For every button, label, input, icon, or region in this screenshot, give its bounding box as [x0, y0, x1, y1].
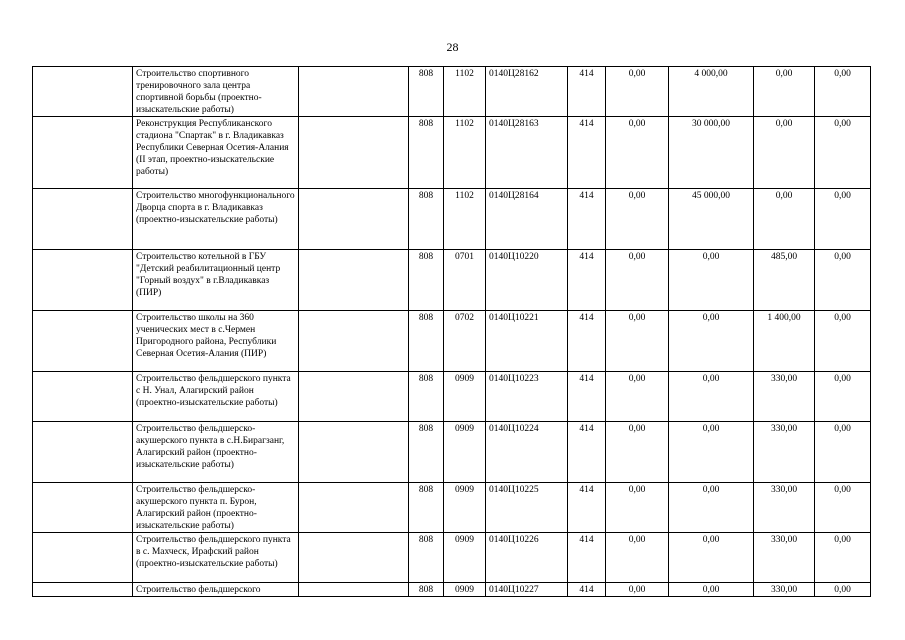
- table-row: [33, 311, 871, 372]
- amount-cell: 0,00: [669, 372, 754, 422]
- amount-cell: 0,00: [606, 533, 669, 583]
- amount-cell: 0,00: [606, 117, 669, 189]
- target-article-cell: 0140Ц10223: [486, 372, 568, 422]
- table-row: [33, 372, 871, 422]
- table-row: [33, 483, 871, 533]
- object-name-cell: Строительство фельдшерского пункта в с. Махческ, Ирафский район (проектно-изыскательские работы): [133, 533, 299, 583]
- empty-cell: [33, 372, 133, 422]
- amount-cell: 0,00: [669, 311, 754, 372]
- expense-type-cell: 414: [568, 250, 606, 311]
- amount-cell: 0,00: [669, 533, 754, 583]
- empty-cell: [33, 583, 133, 597]
- table-row: [33, 67, 871, 117]
- amount-cell: 330,00: [754, 422, 815, 483]
- table-row: [33, 250, 871, 311]
- amount-cell: 0,00: [815, 483, 871, 533]
- amount-cell: 0,00: [606, 422, 669, 483]
- empty-cell: [33, 67, 133, 117]
- amount-cell: 0,00: [815, 583, 871, 597]
- empty-cell: [299, 483, 409, 533]
- target-article-cell: 0140Ц28163: [486, 117, 568, 189]
- amount-cell: 0,00: [606, 250, 669, 311]
- table-body: [33, 67, 871, 597]
- amount-cell: 0,00: [815, 189, 871, 250]
- ministry-code-cell: 808: [409, 117, 444, 189]
- target-article-cell: 0140Ц28164: [486, 189, 568, 250]
- section-code-cell: 0909: [444, 372, 486, 422]
- amount-cell: 0,00: [815, 117, 871, 189]
- amount-cell: 330,00: [754, 533, 815, 583]
- amount-cell: 330,00: [754, 372, 815, 422]
- empty-cell: [299, 533, 409, 583]
- expense-type-cell: 414: [568, 311, 606, 372]
- amount-cell: 0,00: [815, 311, 871, 372]
- amount-cell: 0,00: [606, 583, 669, 597]
- ministry-code-cell: 808: [409, 250, 444, 311]
- target-article-cell: 0140Ц10225: [486, 483, 568, 533]
- page-number: 28: [446, 40, 459, 54]
- section-code-cell: 0909: [444, 483, 486, 533]
- amount-cell: 0,00: [754, 117, 815, 189]
- section-code-cell: 0701: [444, 250, 486, 311]
- target-article-cell: 0140Ц28162: [486, 67, 568, 117]
- amount-cell: 0,00: [669, 583, 754, 597]
- ministry-code-cell: 808: [409, 583, 444, 597]
- amount-cell: 0,00: [815, 250, 871, 311]
- section-code-cell: 1102: [444, 189, 486, 250]
- section-code-cell: 0909: [444, 533, 486, 583]
- object-name-cell: Строительство спортивного тренировочного зала центра спортивной борьбы (проектно-изыскательские работы): [133, 67, 299, 117]
- amount-cell: 485,00: [754, 250, 815, 311]
- empty-cell: [299, 311, 409, 372]
- amount-cell: 0,00: [815, 422, 871, 483]
- amount-cell: 45 000,00: [669, 189, 754, 250]
- target-article-cell: 0140Ц10224: [486, 422, 568, 483]
- amount-cell: 0,00: [815, 67, 871, 117]
- ministry-code-cell: 808: [409, 372, 444, 422]
- empty-cell: [33, 483, 133, 533]
- table-row: [33, 583, 871, 597]
- amount-cell: 0,00: [669, 250, 754, 311]
- table-row: [33, 533, 871, 583]
- empty-cell: [299, 117, 409, 189]
- expense-type-cell: 414: [568, 483, 606, 533]
- empty-cell: [299, 67, 409, 117]
- empty-cell: [33, 422, 133, 483]
- target-article-cell: 0140Ц10227: [486, 583, 568, 597]
- empty-cell: [33, 117, 133, 189]
- target-article-cell: 0140Ц10226: [486, 533, 568, 583]
- object-name-cell: Строительство фельдшерско-акушерского пункта в с.Н.Бирагзанг, Алагирский район (проектно-изыскательские работы): [133, 422, 299, 483]
- amount-cell: 330,00: [754, 483, 815, 533]
- amount-cell: 0,00: [606, 372, 669, 422]
- section-code-cell: 0909: [444, 583, 486, 597]
- amount-cell: 0,00: [606, 189, 669, 250]
- amount-cell: 0,00: [606, 67, 669, 117]
- amount-cell: 1 400,00: [754, 311, 815, 372]
- ministry-code-cell: 808: [409, 311, 444, 372]
- expense-type-cell: 414: [568, 117, 606, 189]
- object-name-cell: Строительство многофункционального Дворца спорта в г. Владикавказ (проектно-изыскательские работы): [133, 189, 299, 250]
- empty-cell: [33, 250, 133, 311]
- empty-cell: [299, 372, 409, 422]
- budget-table: [32, 66, 871, 597]
- empty-cell: [299, 189, 409, 250]
- object-name-cell: Строительство школы на 360 ученических мест в с.Чермен Пригородного района, Республики Северная Осетия-Алания (ПИР): [133, 311, 299, 372]
- section-code-cell: 1102: [444, 117, 486, 189]
- object-name-cell: Строительство фельдшерского: [133, 583, 299, 597]
- amount-cell: 0,00: [669, 422, 754, 483]
- table-row: [33, 422, 871, 483]
- object-name-cell: Строительство фельдшерского пункта с Н. Унал, Алагирский район (проектно-изыскательские работы): [133, 372, 299, 422]
- target-article-cell: 0140Ц10221: [486, 311, 568, 372]
- empty-cell: [299, 250, 409, 311]
- amount-cell: 0,00: [669, 483, 754, 533]
- object-name-cell: Реконструкция Республиканского стадиона "Спартак" в г. Владикавказ Республики Северная Осетия-Алания (II этап, проектно-изыскательские работы): [133, 117, 299, 189]
- ministry-code-cell: 808: [409, 533, 444, 583]
- table-row: [33, 117, 871, 189]
- amount-cell: 0,00: [815, 372, 871, 422]
- expense-type-cell: 414: [568, 67, 606, 117]
- empty-cell: [33, 533, 133, 583]
- ministry-code-cell: 808: [409, 422, 444, 483]
- section-code-cell: 0909: [444, 422, 486, 483]
- ministry-code-cell: 808: [409, 189, 444, 250]
- object-name-cell: Строительство фельдшерско-акушерского пункта п. Бурон, Алагирский район (проектно-изыскательские работы): [133, 483, 299, 533]
- table-row: [33, 189, 871, 250]
- amount-cell: 0,00: [606, 311, 669, 372]
- ministry-code-cell: 808: [409, 67, 444, 117]
- amount-cell: 0,00: [754, 67, 815, 117]
- amount-cell: 0,00: [606, 483, 669, 533]
- expense-type-cell: 414: [568, 533, 606, 583]
- target-article-cell: 0140Ц10220: [486, 250, 568, 311]
- amount-cell: 4 000,00: [669, 67, 754, 117]
- amount-cell: 330,00: [754, 583, 815, 597]
- empty-cell: [299, 422, 409, 483]
- ministry-code-cell: 808: [409, 483, 444, 533]
- section-code-cell: 0702: [444, 311, 486, 372]
- section-code-cell: 1102: [444, 67, 486, 117]
- expense-type-cell: 414: [568, 372, 606, 422]
- empty-cell: [299, 583, 409, 597]
- amount-cell: 30 000,00: [669, 117, 754, 189]
- expense-type-cell: 414: [568, 422, 606, 483]
- object-name-cell: Строительство котельной в ГБУ "Детский реабилитационный центр "Горный воздух" в г.Владикавказ (ПИР): [133, 250, 299, 311]
- empty-cell: [33, 189, 133, 250]
- expense-type-cell: 414: [568, 583, 606, 597]
- empty-cell: [33, 311, 133, 372]
- expense-type-cell: 414: [568, 189, 606, 250]
- amount-cell: 0,00: [754, 189, 815, 250]
- amount-cell: 0,00: [815, 533, 871, 583]
